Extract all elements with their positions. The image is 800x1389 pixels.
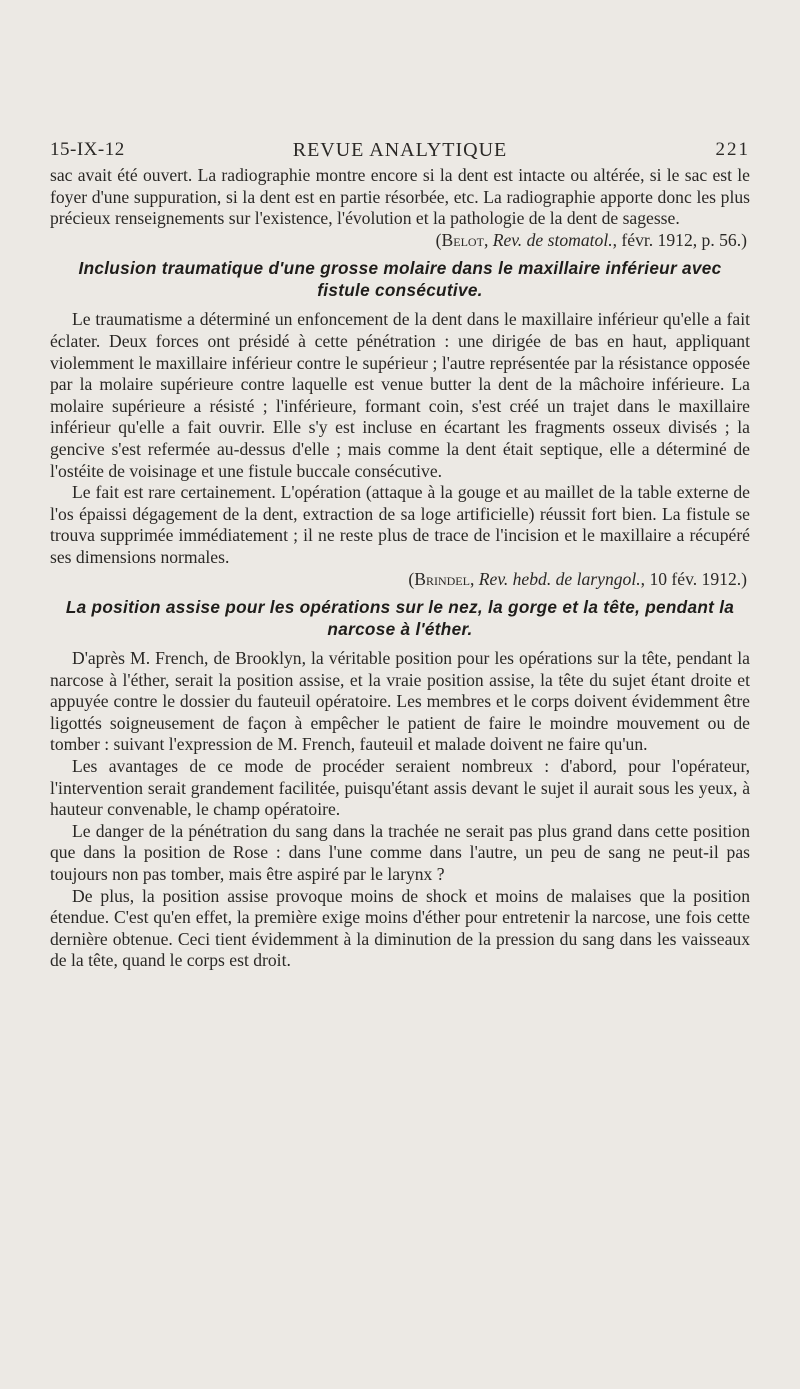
article-paragraph: De plus, la position assise provoque moins de shock et moins de malaises que la position étendue. C'est qu'en effet, la première exige moins d'éther pour entretenir la narcose, une fois cette dernière obtenue. Ceci tient évidemment à la diminution de la pression du sang dans les vaisseaux de la tête, quand le corps est droit.	[50, 885, 750, 971]
article-inclusion-traumatique	[50, 257, 750, 590]
reference-author: Belot	[441, 229, 484, 250]
page-number: 221	[715, 139, 750, 160]
journal-page	[50, 139, 750, 972]
article-paragraph: D'après M. French, de Brooklyn, la véritable position pour les opérations sur la tête, pendant la narcose à l'éther, serait la position assise, et la vraie position assise, la tête du sujet étant droite et appuyée contre le dossier du fauteuil opératoire. Les membres et le corps doivent évidemment être ligottés soigneusement de façon à empêcher le patient de faire le moindre mouvement ou de tomber : suivant l'expression de M. French, fauteuil et malade doivent ne faire qu'un.	[50, 648, 750, 755]
reference-author: Brindel	[414, 568, 470, 589]
article-paragraph: Les avantages de ce mode de procéder seraient nombreux : d'abord, pour l'opérateur, l'intervention serait grandement facilitée, puisqu'étant assis devant le sujet il aurait sous les yeux, à hauteur convenable, le champ opératoire.	[50, 756, 750, 820]
article-position-assise	[50, 596, 750, 972]
article-paragraph: Le fait est rare certainement. L'opération (attaque à la gouge et au maillet de la table externe de l'os épaissi dégagement de la dent, extraction de sa loge artificielle) réussit fort bien. La fistule se trouva supprimée immédiatement ; il ne reste plus de trace de l'incision et le maxillaire a récupéré ses dimensions normales.	[50, 482, 750, 567]
reference-journal: Rev. de stomatol.	[492, 229, 613, 250]
journal-section-title: REVUE ANALYTIQUE	[292, 139, 508, 161]
intro-reference: (Belot, Rev. de stomatol., févr. 1912, p. 56.)	[435, 229, 747, 250]
running-head	[50, 139, 750, 165]
article-reference: (Brindel, Rev. hebd. de laryngol., 10 fév. 1912.)	[408, 568, 747, 589]
article-paragraph: Le traumatisme a déterminé un enfoncement de la dent dans le maxillaire inférieur qu'elle a fait éclater. Deux forces ont présidé à cette pénétration : une dirigée de bas en haut, appliquant violemment le maxillaire inférieur contre le supérieur ; l'autre représentée par la résistance opposée par la molaire supérieure contre laquelle est venue butter la dent de la mâchoire inférieure. La molaire supérieure a résisté ; l'inférieure, formant coin, s'est créé un trajet dans le maxillaire inférieur qu'elle a fait ouvrir. Elle s'y est incluse en écartant les fragments osseux divisés ; la gencive s'est refermée au-dessus d'elle ; mais comme la dent était septique, elle a déterminé de l'ostéite de voisinage et une fistule buccale consécutive.	[50, 309, 750, 481]
issue-date: 15-IX-12	[50, 139, 125, 160]
article-paragraph: Le danger de la pénétration du sang dans la trachée ne serait pas plus grand dans cette position que dans la position de Rose : dans l'une comme dans l'autre, un peu de sang ne peut-il pas toujours non pas tomber, mais être aspiré par le larynx ?	[50, 820, 750, 885]
article-heading: Inclusion traumatique d'une grosse molaire dans le maxillaire inférieur avec fistule consécutive.	[78, 258, 722, 301]
article-heading: La position assise pour les opérations sur le nez, la gorge et la tête, pendant la narcose à l'éther.	[65, 597, 735, 640]
reference-journal: Rev. hebd. de laryngol.	[478, 568, 641, 589]
intro-paragraph: sac avait été ouvert. La radiographie montre encore si la dent est intacte ou altérée, si le sac est le foyer d'une suppuration, si la dent est en partie résorbée, etc. La radiographie apporte donc les plus précieux renseignements sur l'existence, l'évolution et la pathologie de la dent de sagesse.	[50, 165, 750, 229]
intro-section	[50, 165, 750, 251]
